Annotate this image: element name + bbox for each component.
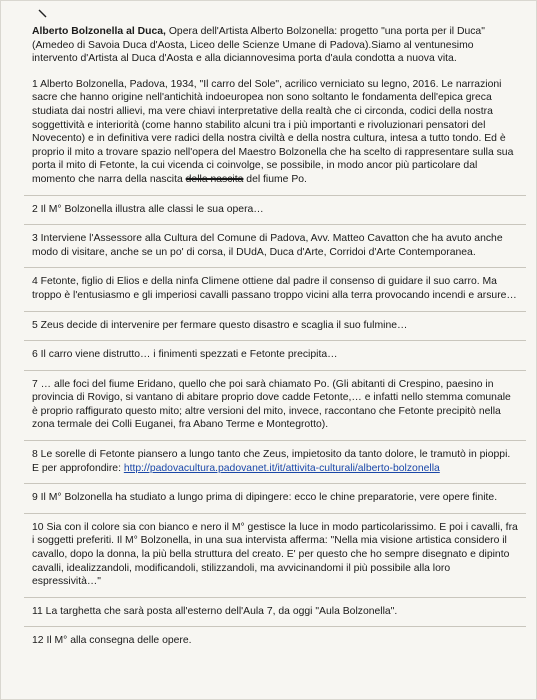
divider	[24, 195, 526, 196]
divider	[24, 311, 526, 312]
item-7: 7 … alle foci del fiume Eridano, quello che poi sarà chiamato Po. (Gli abitanti di Crespino, paesino in provincia di Rovigo, si vantano di abitare proprio dove cadde Fetonte,… e infatti nello stemma comunale è proprio raffigurato questo mito; altre versioni del mito, invece, raccontano che Fetonte precipitò nella zona termale dei Colli Euganei, fra Abano Terme e Montegrotto).	[32, 378, 511, 431]
divider	[24, 483, 526, 484]
item-9: 9 Il M° Bolzonella ha studiato a lungo prima di dipingere: ecco le chine preparatorie, vere opere finite.	[32, 492, 498, 504]
item-12: 12 Il M° alla consegna delle opere.	[32, 635, 192, 647]
item-1-text: 1 Alberto Bolzonella, Padova, 1934, "Il carro del Sole", acrilico verniciato su legno, 2016. Le narrazioni sacre che hanno origine nell'antichità indoeuropea non sono soltanto le fondamenta dell'epica greca studiata dai nostri allievi, ma vere chiavi interpretative della realtà che ci circonda, codici della nostra soggettività e interiorità (come hanno stabilito alcuni tra i più importanti e rivoluzionari pensatori del Novecento) e in definitiva vere radici della nostra civiltà e della nostra cultura, intesa a tutto tondo. Ed è proprio il mito a trovare spazio nell'opera del Maestro Bolzonella che ha scelto di rappresentare sulla sua porta il mito di Fetonte, la cui vicenda ci coinvolge, se possibile, in modo ancor più particolare dal momento che narra della nascita	[32, 78, 514, 185]
pen-mark	[37, 9, 55, 11]
item-8-text: 8 Le sorelle di Fetonte piansero a lungo tanto che Zeus, impietosito da tanto dolore, le tramutò in pioppi. E per approfondire:	[32, 449, 511, 474]
bolzonella-link[interactable]: http://padovacultura.padovanet.it/it/attivita-culturali/alberto-bolzonella	[123, 462, 440, 474]
item-3: 3 Interviene l'Assessore alla Cultura del Comune di Padova, Avv. Matteo Cavatton che ha avuto anche modo di visitare, anche se un po' di corsa, il DUdA, Duca d'Arte, Corridoi d'Arte Contemporanea.	[32, 233, 503, 258]
item-8	[32, 448, 518, 475]
item-10: 10 Sia con il colore sia con bianco e nero il M° gestisce la luce in modo particolarissimo. E poi i cavalli, fra i soggetti preferiti. Il M° Bolzonella, in una sua intervista afferma: "Nella mia visione artistica considero il cavallo, dopo la donna, la più bella struttura del creato. E' per questo che ho sempre disegnato e dipinto cavalli, idealizzandoli, modificandoli, stilizzandoli, ma avvicinandomi il più possibile alla loro espressività…"	[32, 521, 518, 588]
divider	[24, 626, 526, 627]
intro-lead: Alberto Bolzonella al Duca,	[32, 26, 166, 37]
item-4: 4 Fetonte, figlio di Elios e della ninfa Climene ottiene dal padre il consenso di guidare il suo carro. Ma troppo è l'entusiasmo e gli imperiosi cavalli passano troppo vicini alla terra provocando incendi e arsure…	[32, 276, 517, 301]
divider	[24, 597, 526, 598]
item-1-text-end: del fiume Po.	[243, 173, 307, 185]
item-5: 5 Zeus decide di intervenire per fermare questo disastro e scaglia il suo fulmine…	[32, 319, 408, 331]
document-body	[32, 25, 518, 656]
intro-text: Opera dell'Artista Alberto Bolzonella: progetto "una porta per il Duca" (Amedeo di Savoia Duca d'Aosta, Liceo delle Scienze Umane di Padova).Siamo al ventunesimo intervento d'Artista al Duca d'Aosta e alla diciannovesima porta d'aula condotta a nuova vita.	[32, 26, 485, 65]
item-1	[32, 78, 518, 187]
divider	[24, 370, 526, 371]
struck-text: della nascita	[185, 173, 244, 185]
divider	[24, 440, 526, 441]
item-2: 2 Il M° Bolzonella illustra alle classi le sua opera…	[32, 203, 264, 215]
divider	[24, 224, 526, 225]
item-6: 6 Il carro viene distrutto… i finimenti spezzati e Fetonte precipita…	[32, 349, 338, 361]
item-11: 11 La targhetta che sarà posta all'esterno dell'Aula 7, da oggi "Aula Bolzonella".	[32, 605, 398, 617]
divider	[24, 513, 526, 514]
divider	[24, 340, 526, 341]
divider	[24, 267, 526, 268]
intro-paragraph	[32, 25, 518, 66]
